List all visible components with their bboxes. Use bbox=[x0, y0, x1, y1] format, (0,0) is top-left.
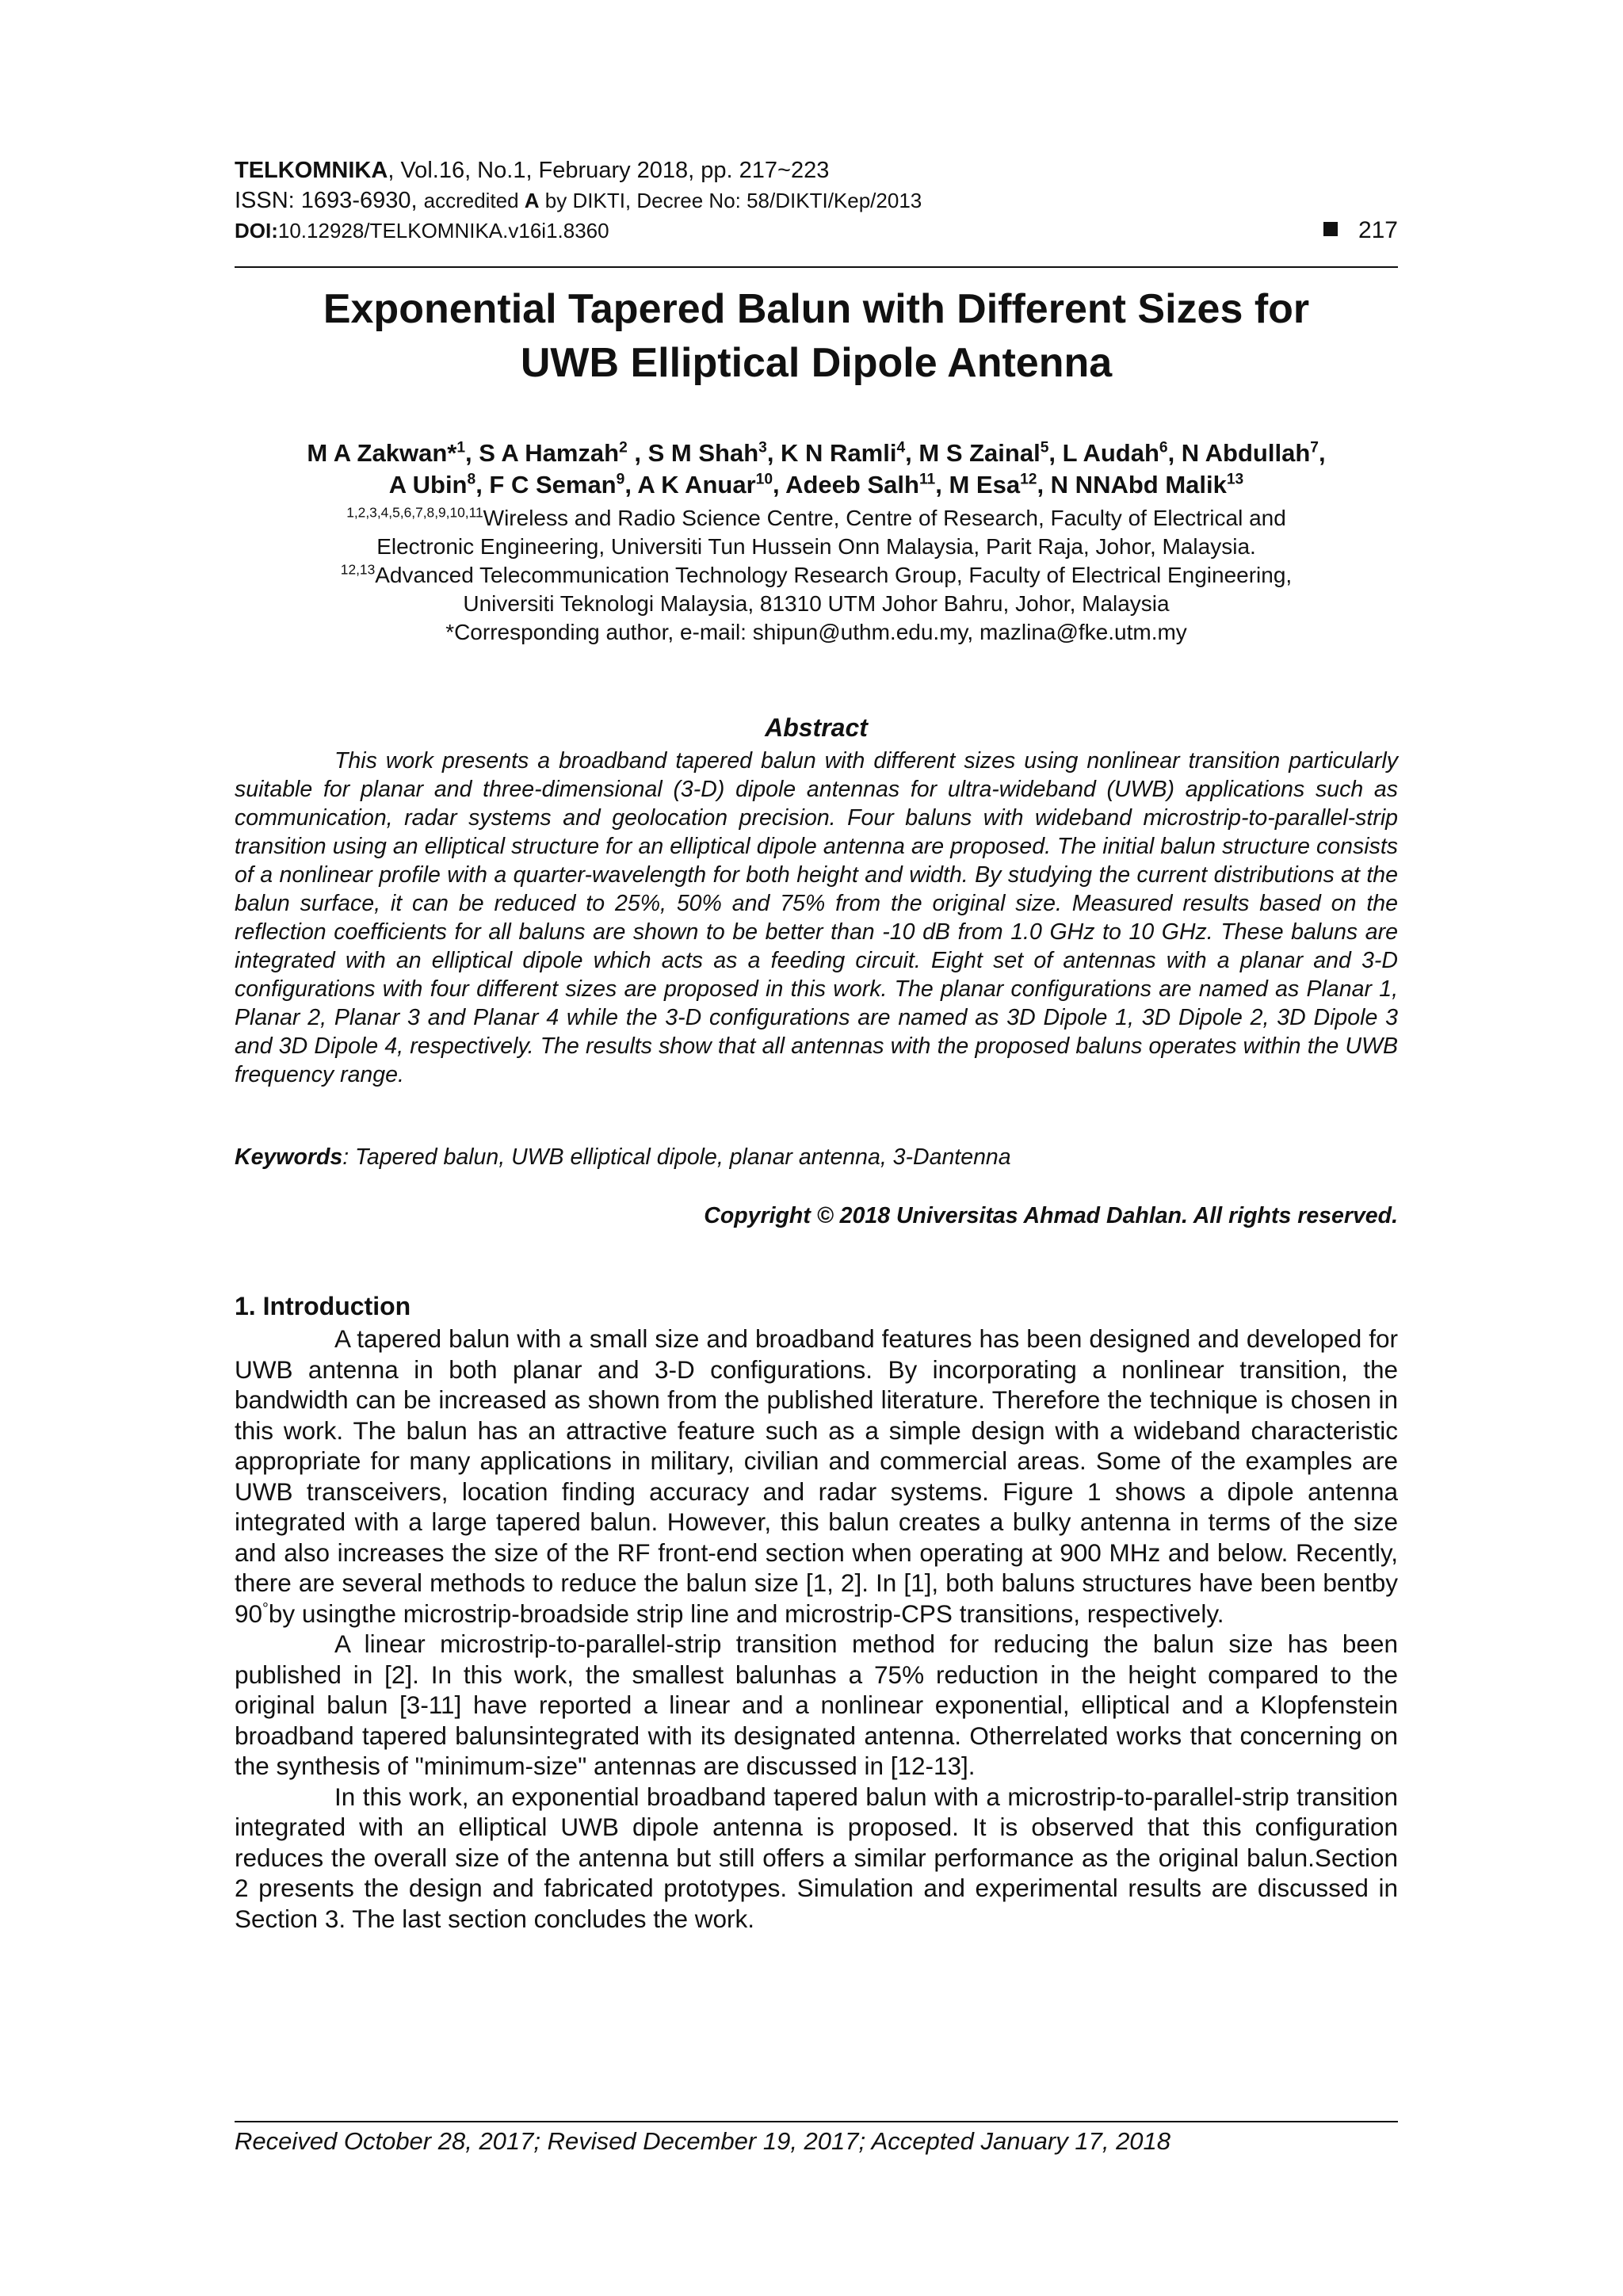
page-number: 217 bbox=[1323, 216, 1398, 246]
journal-header bbox=[235, 155, 1398, 246]
abstract-heading: Abstract bbox=[765, 713, 868, 742]
author-list bbox=[235, 437, 1398, 501]
paragraph: A linear microstrip-to-parallel-strip transition method for reducing the balun size has been published in [2]. In this work, the smallest balunhas a 75% reduction in the height compared to the original balun [3-11] have reported a linear and a nonlinear exponential, elliptical and a Klopfenstein broadband tapered balunsintegrated with its designated antenna. Otherrelated works that concerning on the synthesis of "minimum-size" antennas are discussed in [12-13]. bbox=[235, 1629, 1398, 1780]
doi-line bbox=[235, 216, 1398, 246]
keywords-text: : Tapered balun, UWB elliptical dipole, planar antenna, 3-Dantenna bbox=[342, 1144, 1011, 1170]
paragraph: A tapered balun with a small size and broadband features has been designed and developed for UWB antenna in both planar and 3-D configurations. By incorporating a nonlinear transition, the bandwidth can be increased as shown from the published literature. Therefore the technique is chosen in this work. The balun has an attractive feature such as a simple design with a wideband characteristic appropriate for many applications in military, civilian and commercial areas. Some of the examples are UWB transceivers, location finding accuracy and radar systems. Figure 1 shows a dipole antenna integrated with a large tapered balun. However, this balun creates a bulky antenna in terms of the size and also increases the size of the RF front-end section when operating at 900 MHz and below. Recently, there are several methods to reduce the balun size [1, 2]. In [1], both baluns structures have been bentby 90°by usingthe microstrip-broadside strip line and microstrip-CPS transitions, respectively. bbox=[235, 1324, 1398, 1628]
keywords bbox=[235, 1144, 1398, 1171]
affiliation-1: $^{1,2,3,4,5,6,7,8,9,10,11}$Wireless and Radio Science Centre, Centre of Research, Faculty of Electrical and bbox=[346, 504, 1286, 530]
journal-name: TELKOMNIKA bbox=[235, 158, 388, 183]
journal-citation bbox=[235, 155, 1398, 185]
received-dates: Received October 28, 2017; Revised December 19, 2017; Accepted January 17, 2018 bbox=[235, 2127, 1171, 2155]
introduction-body bbox=[235, 1324, 1398, 1934]
copyright-notice: Copyright © 2018 Universitas Ahmad Dahlan. All rights reserved. bbox=[704, 1203, 1398, 1228]
paragraph: In this work, an exponential broadband tapered balun with a microstrip-to-parallel-strip transition integrated with an elliptical UWB dipole antenna is proposed. It is observed that this configuration reduces the overall size of the antenna but still offers a similar performance as the original balun.Section 2 presents the design and fabricated prototypes. Simulation and experimental results are discussed in Section 3. The last section concludes the work. bbox=[235, 1782, 1398, 1933]
abstract-text: This work presents a broadband tapered balun with different sizes using nonlinear transition particularly suitable for planar and three-dimensional (3-D) dipole antennas for ultra-wideband (UWB) applications such as communication, radar systems and geolocation precision. Four baluns with wideband microstrip-to-parallel-strip transition using an elliptical structure for an elliptical dipole antenna are proposed. The initial balun structure consists of a nonlinear profile with a quarter-wavelength for both height and width. By studying the current distributions at the balun surface, it can be reduced to 25%, 50% and 75% from the original size. Measured results based on the reflection coefficients for all baluns are shown to be better than -10 dB from 1.0 GHz to 10 GHz. These baluns are integrated with an elliptical dipole which acts as a feeding circuit. Eight set of antennas with a planar and 3-D configurations with four different sizes are proposed in this work. The planar configurations are named as Planar 1, Planar 2, Planar 3 and Planar 4 while the 3-D configurations are named as 3D Dipole 1, 3D Dipole 2, 3D Dipole 3 and 3D Dipole 4, respectively. The results show that all antennas with the proposed baluns operates within the UWB frequency range. bbox=[235, 748, 1398, 1087]
keywords-label: Keywords bbox=[235, 1144, 343, 1170]
author-line-1: M A Zakwan*$^1$, S A Hamzah$^2$ , S M Shah$^3$, K N Ramli$^4$, M S Zainal$^5$, L Audah$^6$, N Abdullah$^7$, bbox=[307, 439, 1326, 467]
square-bullet-icon bbox=[1323, 222, 1338, 236]
affiliations: $^{1,2,3,4,5,6,7,8,9,10,11}$Wireless and Radio Science Centre, Centre of Research, Faculty of Electrical and Electronic Engineering, Universiti Tun Hussein Onn Malaysia, Parit Raja, Johor, Malaysia. $^{12,13}$Advanced Telecommunication Technology Research Group, Faculty of Electrical Engineering, Universiti Teknologi Malaysia, 81310 UTM Johor Bahru, Johor, Malaysia *Corresponding author, e-mail: shipun@uthm.edu.my, mazlina@fke.utm.my bbox=[235, 504, 1398, 647]
footer-rule bbox=[235, 2121, 1398, 2122]
corresponding-author: *Corresponding author, e-mail: shipun@uthm.edu.my, mazlina@fke.utm.my bbox=[445, 620, 1187, 644]
paper-title: Exponential Tapered Balun with Different Sizes for UWB Elliptical Dipole Antenna bbox=[323, 286, 1310, 386]
header-rule bbox=[235, 266, 1398, 268]
volume-info: , Vol.16, No.1, February 2018, pp. 217~223 bbox=[388, 158, 830, 183]
doi-value: 10.12928/TELKOMNIKA.v16i1.8360 bbox=[277, 219, 609, 243]
affiliation-2: $^{12,13}$Advanced Telecommunication Technology Research Group, Faculty of Electrical Engineering, bbox=[340, 561, 1293, 587]
doi-label: DOI: bbox=[235, 219, 278, 243]
section-heading-introduction: 1. Introduction bbox=[235, 1292, 411, 1320]
issn-line: ISSN: 1693-6930, accredited A by DIKTI, Decree No: 58/DIKTI/Kep/2013 bbox=[235, 188, 922, 213]
author-line-2: A Ubin$^8$, F C Seman$^9$, A K Anuar$^{10}$, Adeeb Salh$^{11}$, M Esa$^{12}$, N NNAbd Malik$^{13}$ bbox=[388, 471, 1244, 499]
